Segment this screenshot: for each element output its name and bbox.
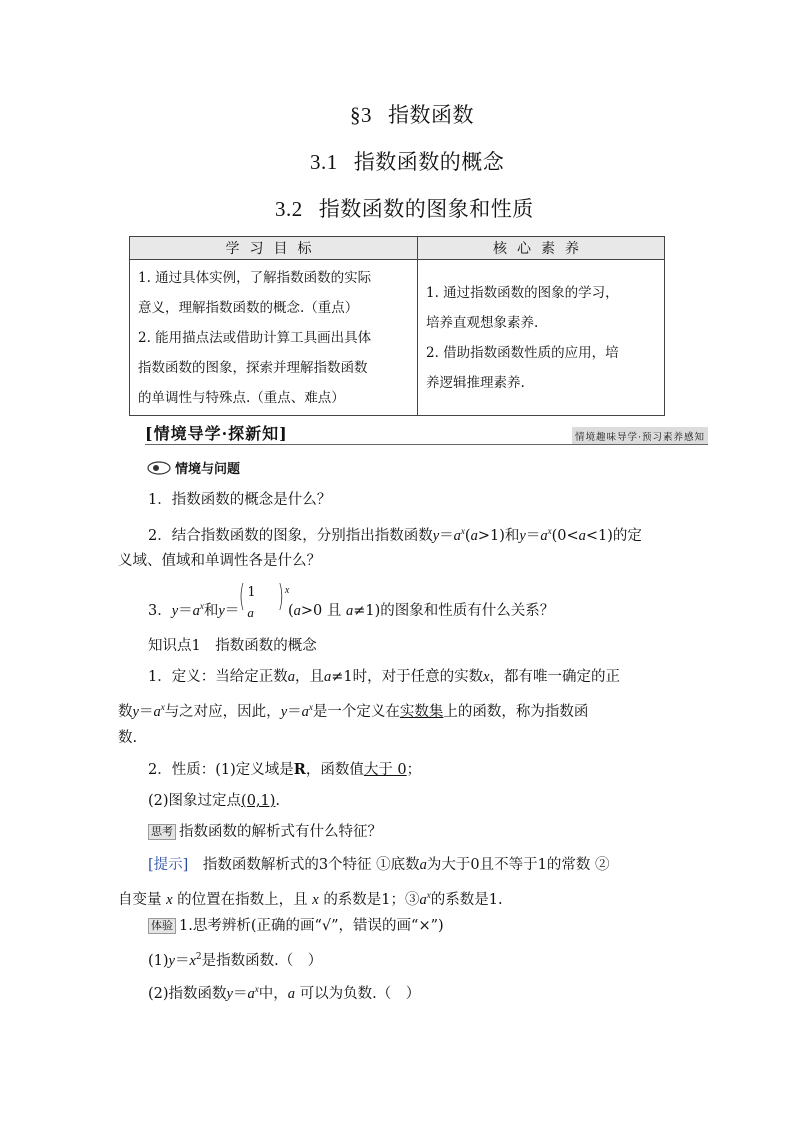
knowledge-title: 知识点1 指数函数的概念 [148,638,317,654]
section-name: 指数函数的概念 [353,150,505,174]
goal-line: 的单调性与特殊点.（重点、难点） [138,389,345,406]
question-1: 1．指数函数的概念是什么？ [148,492,332,508]
question-2-cont: 义域、值域和单调性各是什么？ [118,553,321,569]
experience-tag: 体验 [148,918,176,934]
text: 中， [258,986,288,1002]
hint-line-2: 自变量 x 的位置在指数上，且 x 的系数是1；$③a^x$的系数是1. [118,890,503,908]
blank-answer: 大于 0 [363,762,407,778]
text: 1.思考辨析(正确的画“√”，错误的画“×”) [179,918,444,934]
text: 指数函数的解析式有什么特征？ [179,824,382,840]
literacy-line: 培养直观想象素养. [426,314,539,331]
section-heading: [情境导学·探新知] [145,424,288,443]
text: 的系数是1. [430,892,503,908]
definition-line-2: 数$y=a^x$与之对应，因此，$y=a^x$是一个定义在实数集上的函数，称为指数函 [118,702,589,720]
text: ； [406,762,422,778]
question-text: 2．结合指数函数的图象，分别指出指数函数 [148,528,433,544]
question-text: 3． [148,603,172,619]
question-text: 的图象和性质有什么关系？ [380,603,555,619]
goal-line: 1. 通过具体实例，了解指数函数的实际 [138,269,372,286]
goal-line: 指数函数的图象，探索并理解指数函数 [138,359,368,376]
literacy-line: 养逻辑推理素养. [426,374,525,391]
property-line-1 [148,760,421,780]
text: (1) [148,953,169,969]
fraction-1-over-a: ( 1 a ) x [239,579,290,620]
learning-goals-table [129,236,665,416]
exercise-title [148,916,444,936]
question-text: 的定 [612,528,642,544]
text: 时，对于任意的实数 [352,669,484,685]
text: ，且 [294,669,324,685]
question-3: 3．$y=a^x$和y＝ ( 1 a ) x (a>0 且 a≠1)的图象和性质有什么关系？ [148,593,554,623]
goal-line: 2. 能用描点法或借助计算工具画出具体 [138,329,372,346]
chapter-name: 指数函数 [388,103,474,127]
definition-line-1: 1．定义：当给定正数a，且a≠1时，对于任意的实数x，都有唯一确定的正 [148,669,621,685]
section-name: 指数函数的图象和性质 [318,197,534,221]
literacy-cell [418,260,665,416]
section-number: 3.2 [275,197,303,221]
text: . [275,793,281,809]
chapter-number: §3 [350,103,372,127]
text: 上的函数，称为指数函 [443,704,589,720]
blank-answer: 实数集 [399,704,444,720]
section-bar [145,421,708,445]
text: 为大于0且不等于1的常数 ② [426,857,610,873]
think-tag: 思考 [148,824,176,840]
goal-line: 意义，理解指数函数的概念.（重点） [138,299,359,316]
literacy-line: 1. 通过指数函数的图象的学习， [426,284,619,301]
text: 是指数函数.（ ） [201,953,323,969]
definition-line-3: 数. [118,730,138,746]
think-question [148,822,382,842]
blank-answer: (0,1) [241,793,276,809]
scene-label: 情境与问题 [175,462,241,477]
text: 可以为负数.（ ） [299,986,421,1002]
section-title-3-1 [310,146,504,176]
exercise-item-2: (2)指数函数$y=a^x$中，a 可以为负数.（ ） [148,984,421,1002]
text: 与之对应，因此， [164,704,281,720]
hint-tag: [提示] [148,857,189,873]
question-2: 2．结合指数函数的图象，分别指出指数函数$y=a^x(a>1)$和$y=a^x(0<a<1)$的定 [148,526,642,544]
text: 的位置在指数上，且 [177,892,308,908]
table-header-goals: 学习目标 [130,237,418,260]
table-header-literacy: 核心素养 [418,237,665,260]
chapter-title [350,99,474,129]
literacy-line: 2. 借助指数函数性质的应用，培 [426,344,619,361]
goals-cell [130,260,418,416]
section-number: 3.1 [310,150,338,174]
scene-icon [147,461,171,475]
text: ，都有唯一确定的正 [489,669,621,685]
text: 2．性质：(1)定义域是 [148,762,294,778]
text: 自变量 [118,892,162,908]
property-line-2 [148,791,280,811]
text: 的系数是1；③ [323,892,420,908]
exercise-item-1: $(1)y=x^2$是指数函数.（ ） [148,952,323,969]
text: R [293,761,306,778]
text: ，函数值 [305,762,364,778]
text: 指数函数解析式的3个特征 ①底数 [188,857,420,873]
divider [145,444,708,445]
text: (2)指数函数 [148,986,227,1002]
hint-line-1: [提示] 指数函数解析式的3个特征 ①底数a为大于0且不等于1的常数 ② [148,857,610,873]
section-tag: 情境趣味导学·预习素养感知 [572,427,708,445]
text: (2)图象过定点 [148,793,242,809]
text: 数 [118,704,133,720]
text: 是一个定义在 [312,704,400,720]
text: 1．定义：当给定正数 [148,669,288,685]
section-title-3-2 [275,193,534,223]
